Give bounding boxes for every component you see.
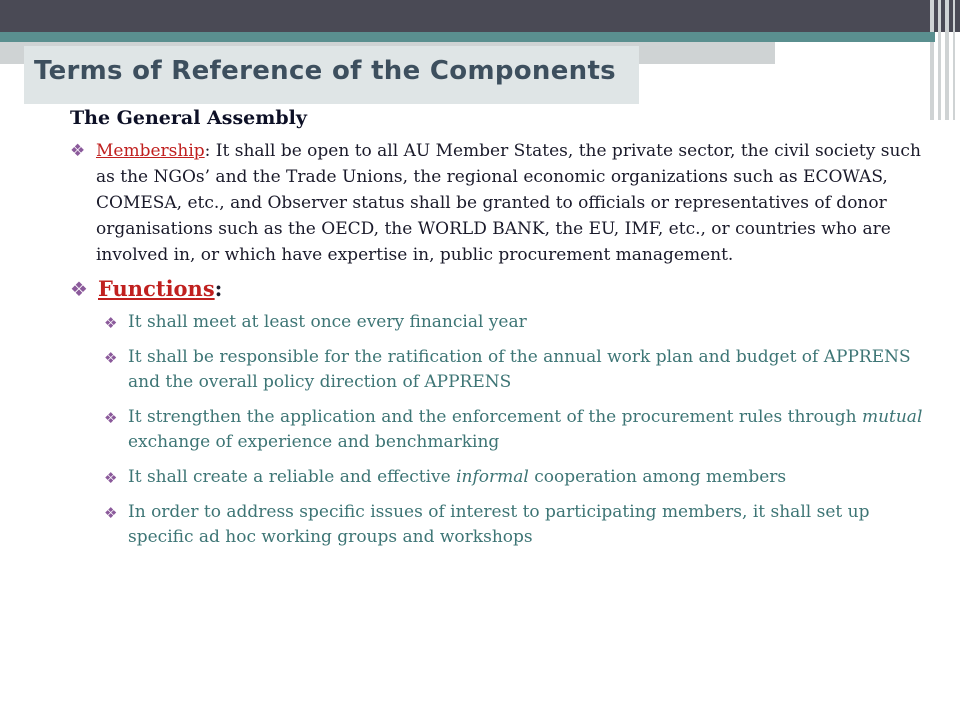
function-text: cooperation among members [528,467,787,487]
diamond-bullet-icon: ❖ [104,314,118,332]
membership-bullet [70,138,930,268]
functions-colon: : [214,276,223,301]
functions-bullet [70,274,930,304]
membership-text: : It shall be open to all AU Member States, the private sector, the civil society such as the NGOs’ and the Trade Unions, the regional economic organizations such as ECOWAS, COMESA, etc., and Observer status shall be granted to officials or representatives of donor organisations such as the OECD, the WORLD BANK, the EU, IMF, etc., or countries who are involved in, or which have expertise in, public procurement management. [96,141,921,265]
diamond-bullet-icon: ❖ [104,469,118,487]
diamond-bullet-icon: ❖ [104,504,118,522]
list-item [104,405,930,455]
function-text: It strengthen the application and the enforcement of the procurement rules through [128,407,862,427]
slide-content [70,104,930,560]
teal-stripe [0,32,935,42]
diamond-bullet-icon: ❖ [70,141,86,161]
function-text: It shall create a reliable and effective [128,467,457,487]
functions-list [70,310,930,550]
decorative-lines [928,0,960,120]
function-emphasis: informal [456,467,529,487]
diamond-bullet-icon: ❖ [104,409,118,427]
list-item [104,310,930,335]
function-emphasis: mutual [861,407,923,427]
functions-link[interactable]: Functions [98,276,215,301]
diamond-bullet-icon: ❖ [104,349,118,367]
list-item [104,465,930,490]
membership-link[interactable]: Membership [96,141,205,161]
diamond-bullet-icon: ❖ [70,277,88,301]
function-text: It shall be responsible for the ratification of the annual work plan and budget of APPRENS and the overall policy direction of APPRENS [128,347,911,392]
function-text: It shall meet at least once every financial year [128,312,527,332]
function-text: exchange of experience and benchmarking [128,432,500,452]
function-text: In order to address specific issues of interest to participating members, it shall set up specific ad hoc working groups and workshops [128,502,870,547]
section-heading: The General Assembly [70,107,307,129]
top-bar [0,0,960,32]
list-item [104,345,930,395]
slide-title: Terms of Reference of the Components [34,56,616,86]
list-item [104,500,930,550]
